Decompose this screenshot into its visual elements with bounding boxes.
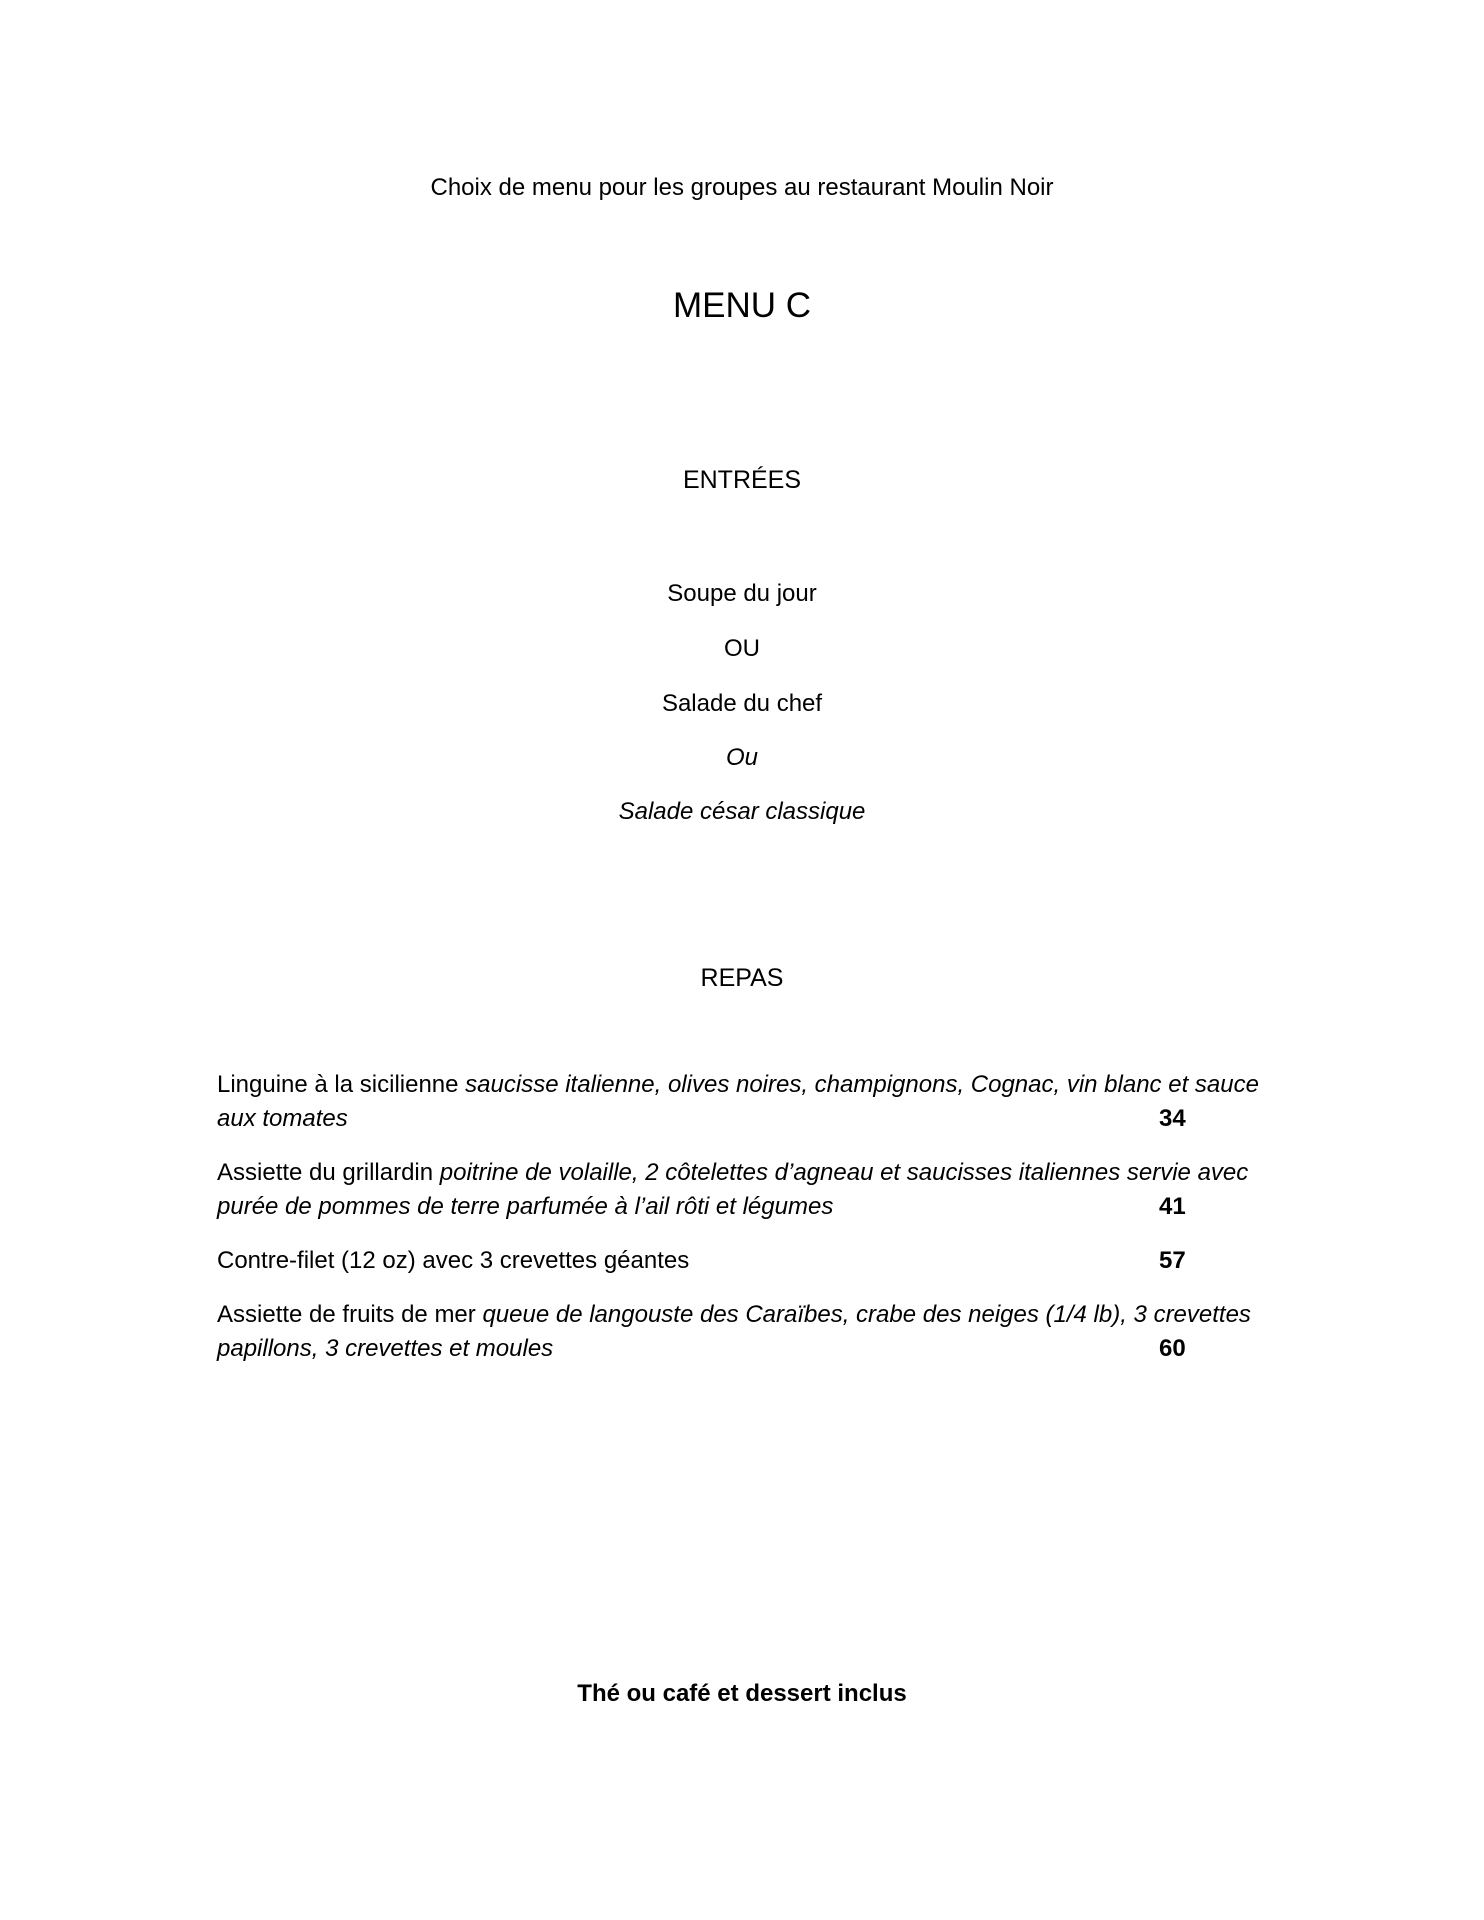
entree-item-salade-cesar: Salade césar classique <box>618 798 866 825</box>
meal-price: 41 <box>1159 1193 1186 1220</box>
repas-heading: REPAS <box>700 964 784 992</box>
meal-item <box>217 1244 1267 1278</box>
meal-item <box>217 1068 1267 1136</box>
entrees-heading: ENTRÉES <box>682 466 802 494</box>
meal-description: poitrine de volaille, 2 côtelettes d’agneau et saucisses italiennes servie avec purée de pommes de terre parfumée à l’ail rôti et légumes <box>217 1159 1249 1220</box>
meal-name: Linguine à la sicilienne <box>217 1071 459 1098</box>
entree-item-salade-chef: Salade du chef <box>661 690 823 717</box>
meal-name: Assiette du grillardin <box>217 1159 434 1186</box>
meal-item <box>217 1298 1267 1366</box>
meal-price: 34 <box>1159 1105 1186 1132</box>
meal-name: Assiette de fruits de mer <box>217 1301 476 1328</box>
meal-description: saucisse italienne, olives noires, champignons, Cognac, vin blanc et sauce aux tomates <box>217 1071 1259 1132</box>
meals-list <box>217 1068 1267 1386</box>
meal-price: 60 <box>1159 1335 1186 1362</box>
meal-item <box>217 1156 1267 1224</box>
entree-item-soupe: Soupe du jour <box>667 580 817 607</box>
menu-title: MENU C <box>672 286 812 325</box>
meal-name: Contre-filet (12 oz) avec 3 crevettes géantes <box>217 1247 690 1274</box>
entree-separator: OU <box>724 635 760 662</box>
footer-note: Thé ou café et dessert inclus <box>577 1680 907 1707</box>
meal-description: queue de langouste des Caraïbes, crabe des neiges (1/4 lb), 3 crevettes papillons, 3 crevettes et moules <box>217 1301 1251 1362</box>
menu-subtitle: Choix de menu pour les groupes au restaurant Moulin Noir <box>430 174 1054 201</box>
meal-price: 57 <box>1159 1247 1186 1274</box>
entree-separator: Ou <box>725 744 758 771</box>
